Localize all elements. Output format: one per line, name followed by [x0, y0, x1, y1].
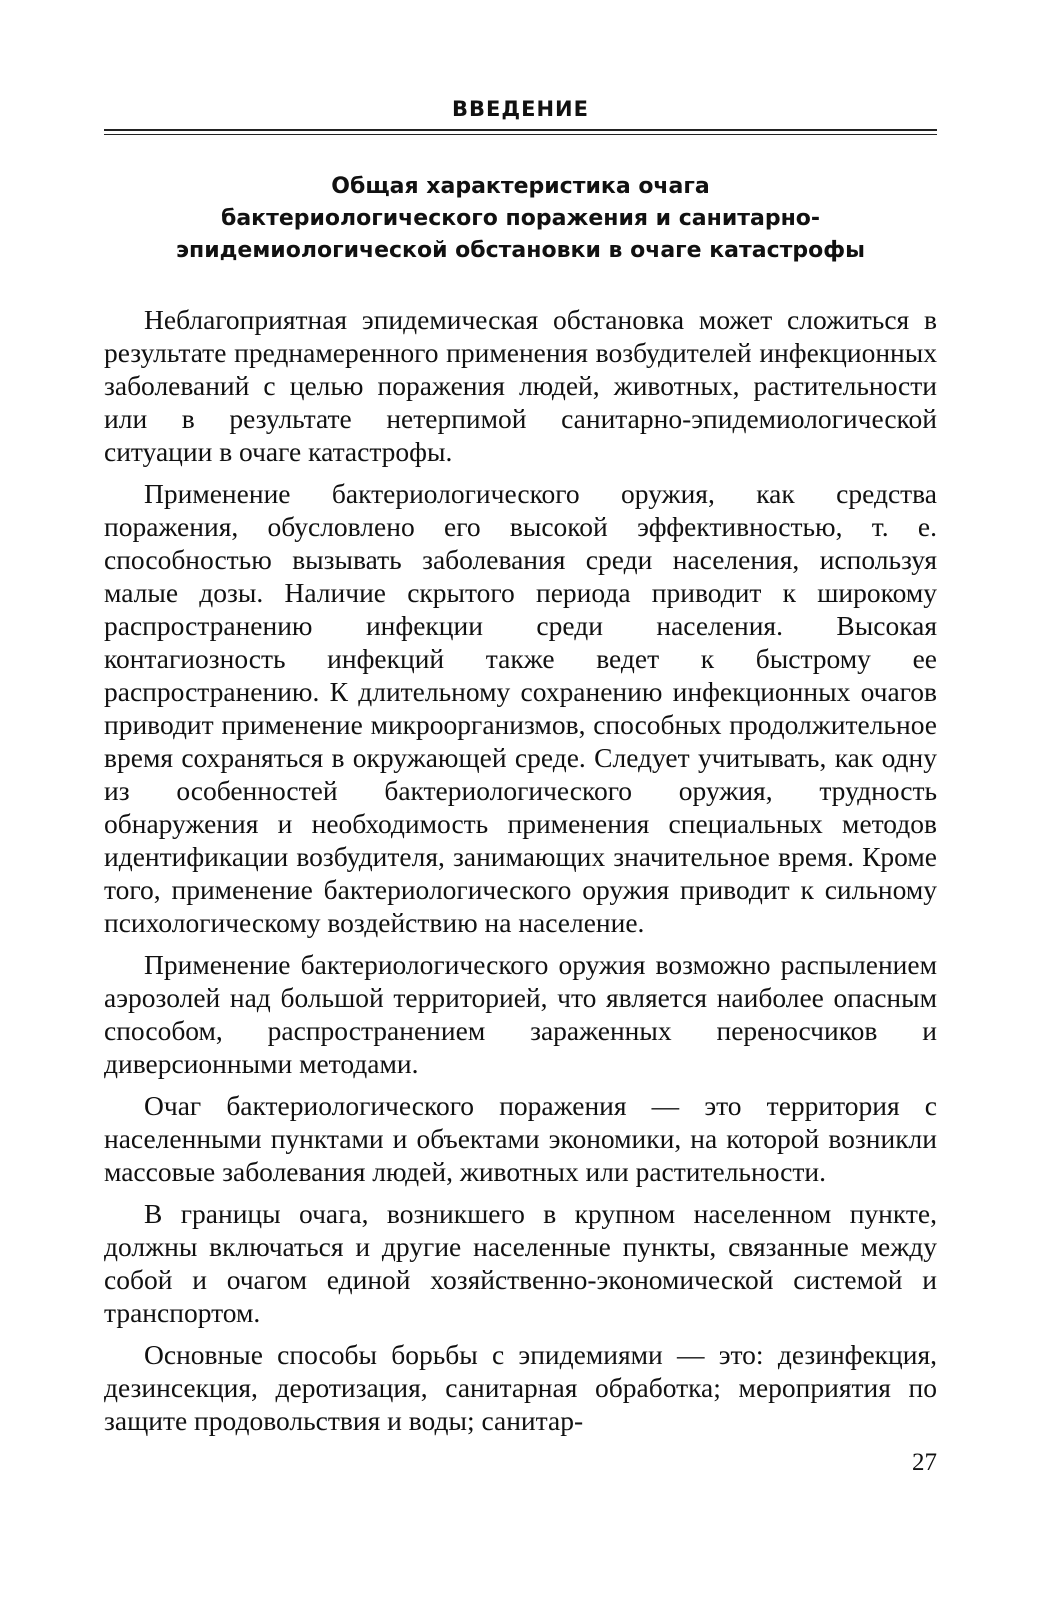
body-text [104, 303, 937, 1437]
paragraph: Применение бактериологического оружия возможно распылением аэрозолей над большой территорией, что является наиболее опасным способом, распространением зараженных переносчиков и диверсионными методами. [104, 949, 937, 1079]
section-title-line: бактериологического поражения и санитарно- [220, 206, 821, 231]
paragraph: Основные способы борьбы с эпидемиями — это: дезинфекция, дезинсекция, деротизация, санитарная обработка; мероприятия по защите продовольствия и воды; санитар- [104, 1339, 937, 1436]
page-number: 27 [912, 1449, 937, 1476]
paragraph: Очаг бактериологического поражения — это территория с населенными пунктами и объектами экономики, на которой возникли массовые заболевания людей, животных или растительности. [104, 1090, 937, 1187]
section-title-line: Общая характеристика очага [331, 174, 710, 199]
paragraph: Неблагоприятная эпидемическая обстановка может сложиться в результате преднамеренного применения возбудителей инфекционных заболеваний с целью поражения людей, животных, растительности или в результате нетерпимой санитарно-эпидемиологической ситуации в очаге катастрофы. [104, 304, 937, 467]
paragraph: В границы очага, возникшего в крупном населенном пункте, должны включаться и другие населенные пункты, связанные между собой и очагом единой хозяйственно-экономической системой и транспортом. [104, 1198, 937, 1328]
paragraph: Применение бактериологического оружия, как средства поражения, обусловлено его высокой эффективностью, т. е. способностью вызывать заболевания среди населения, используя малые дозы. Наличие скрытого периода приводит к широкому распространению инфекции среди населения. Высокая контагиозность инфекций также ведет к быстрому ее распространению. К длительному сохранению инфекционных очагов приводит применение микроорганизмов, способных продолжительное время сохраняться в окружающей среде. Следует учитывать, как одну из особенностей бактериологического оружия, трудность обнаружения и необходимость применения специальных методов идентификации возбудителя, занимающих значительное время. Кроме того, применение бактериологического оружия приводит к сильному психологическому воздействию на население. [104, 478, 937, 938]
running-head: ВВЕДЕНИЕ [452, 97, 589, 121]
section-title [104, 171, 937, 267]
section-title-line: эпидемиологической обстановки в очаге катастрофы [175, 238, 865, 263]
book-page [104, 95, 937, 1446]
header-rule [104, 129, 937, 135]
